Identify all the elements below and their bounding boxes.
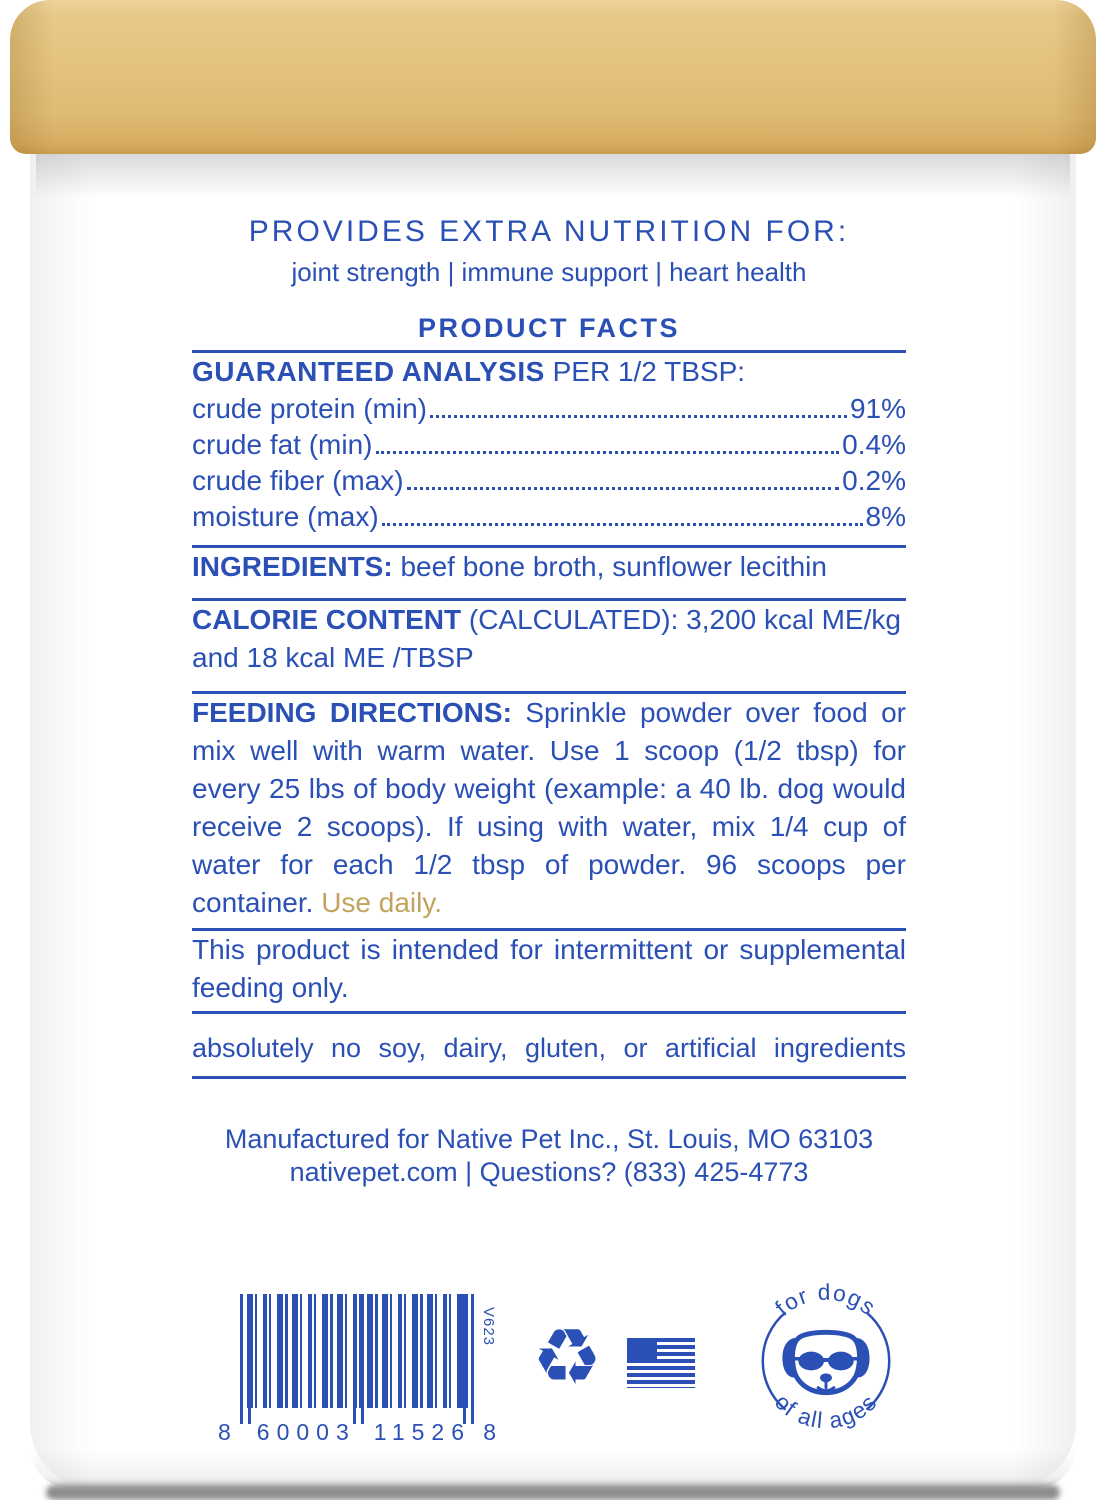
ingredients-label: INGREDIENTS: — [192, 551, 393, 582]
barcode-bars — [240, 1294, 474, 1408]
feeding-directions-label: FEEDING DIRECTIONS: — [192, 697, 512, 728]
analysis-row — [192, 463, 906, 499]
feeding-directions-section — [192, 694, 906, 922]
headline: PROVIDES EXTRA NUTRITION FOR: — [248, 215, 850, 248]
barcode-guard — [471, 1294, 474, 1424]
analysis-value: 0.4% — [842, 429, 906, 460]
analysis-label: crude protein (min) — [192, 393, 427, 424]
barcode-guard — [353, 1294, 356, 1424]
analysis-label: moisture (max) — [192, 501, 379, 532]
barcode-guard — [240, 1294, 243, 1424]
analysis-value: 8% — [865, 501, 906, 532]
dog-badge-svg — [742, 1266, 910, 1456]
ground-shadow — [46, 1485, 1060, 1500]
barcode-right-digit: 8 — [483, 1419, 496, 1445]
analysis-row — [192, 391, 906, 427]
barcode-digits — [218, 1420, 496, 1444]
analysis-row — [192, 499, 906, 535]
badge-bottom-text: of all ages — [769, 1388, 883, 1434]
dot-leader — [430, 415, 847, 418]
analysis-label: crude fiber (max) — [192, 465, 404, 496]
dog-face-icon — [782, 1332, 869, 1392]
panel-title: PRODUCT FACTS — [418, 313, 680, 343]
svg-text:for dogs — [770, 1279, 882, 1321]
calorie-label: CALORIE CONTENT — [192, 604, 462, 635]
analysis-label: crude fat (min) — [192, 429, 373, 460]
manufacturer-line: Manufactured for Native Pet Inc., St. Louis, MO 63103 — [224, 1124, 874, 1154]
tin-lid — [10, 0, 1096, 154]
flag-canton — [627, 1338, 657, 1359]
barcode-group2: 11526 — [373, 1419, 472, 1445]
divider — [192, 1076, 906, 1079]
barcode-left-digit: 8 — [218, 1419, 231, 1445]
guaranteed-analysis-heading — [192, 353, 906, 391]
calorie-value: (CALCULATED): 3,200 kcal ME/kg and 18 kcal ME /TBSP — [192, 604, 901, 673]
dot-leader — [382, 523, 863, 526]
barcode-guard — [361, 1294, 364, 1424]
dog-badge — [742, 1266, 910, 1461]
footer — [192, 1123, 906, 1189]
feeding-directions-body: Sprinkle powder over food or mix well with warm water. Use 1 scoop (1/2 tbsp) for every 25 lbs of body weight (example: a 40 lb. dog would receive 2 scoops). If using with water, mix 1/4 cup of water for each 1/2 tbsp of powder. 96 scoops per container. — [192, 697, 906, 918]
badge-top-text: for dogs — [769, 1278, 882, 1321]
us-flag-icon — [627, 1338, 695, 1388]
barcode-version-code: V623 — [479, 1306, 497, 1347]
barcode — [218, 1294, 497, 1445]
lid-shadow — [36, 154, 1070, 198]
recycle-icon: ♻ — [532, 1313, 602, 1403]
use-daily-highlight: Use daily. — [321, 887, 443, 918]
barcode-guard — [463, 1294, 466, 1424]
contact-line: nativepet.com | Questions? (833) 425-4773 — [289, 1157, 809, 1187]
no-claims-line: absolutely no soy, dairy, gluten, or artificial ingredients — [192, 1033, 906, 1063]
dot-leader — [376, 451, 840, 454]
dot-leader — [407, 487, 840, 490]
guaranteed-analysis-heading-bold: GUARANTEED ANALYSIS — [192, 356, 545, 387]
calorie-section — [192, 601, 906, 677]
intermittent-note: This product is intended for intermittent or supplemental feeding only. — [192, 934, 906, 1003]
analysis-row — [192, 427, 906, 463]
analysis-value: 91% — [849, 393, 906, 424]
guaranteed-analysis-heading-suffix: PER 1/2 TBSP: — [552, 356, 746, 387]
divider — [192, 1011, 906, 1014]
ingredients-value: beef bone broth, sunflower lecithin — [400, 551, 827, 582]
svg-text:of all ages — [770, 1389, 882, 1434]
back-label — [192, 214, 906, 1189]
barcode-guard — [248, 1294, 251, 1424]
analysis-value: 0.2% — [842, 465, 906, 496]
barcode-group1: 60003 — [256, 1419, 356, 1445]
ingredients-section — [192, 548, 906, 586]
benefits-line: joint strength | immune support | heart health — [291, 257, 807, 287]
